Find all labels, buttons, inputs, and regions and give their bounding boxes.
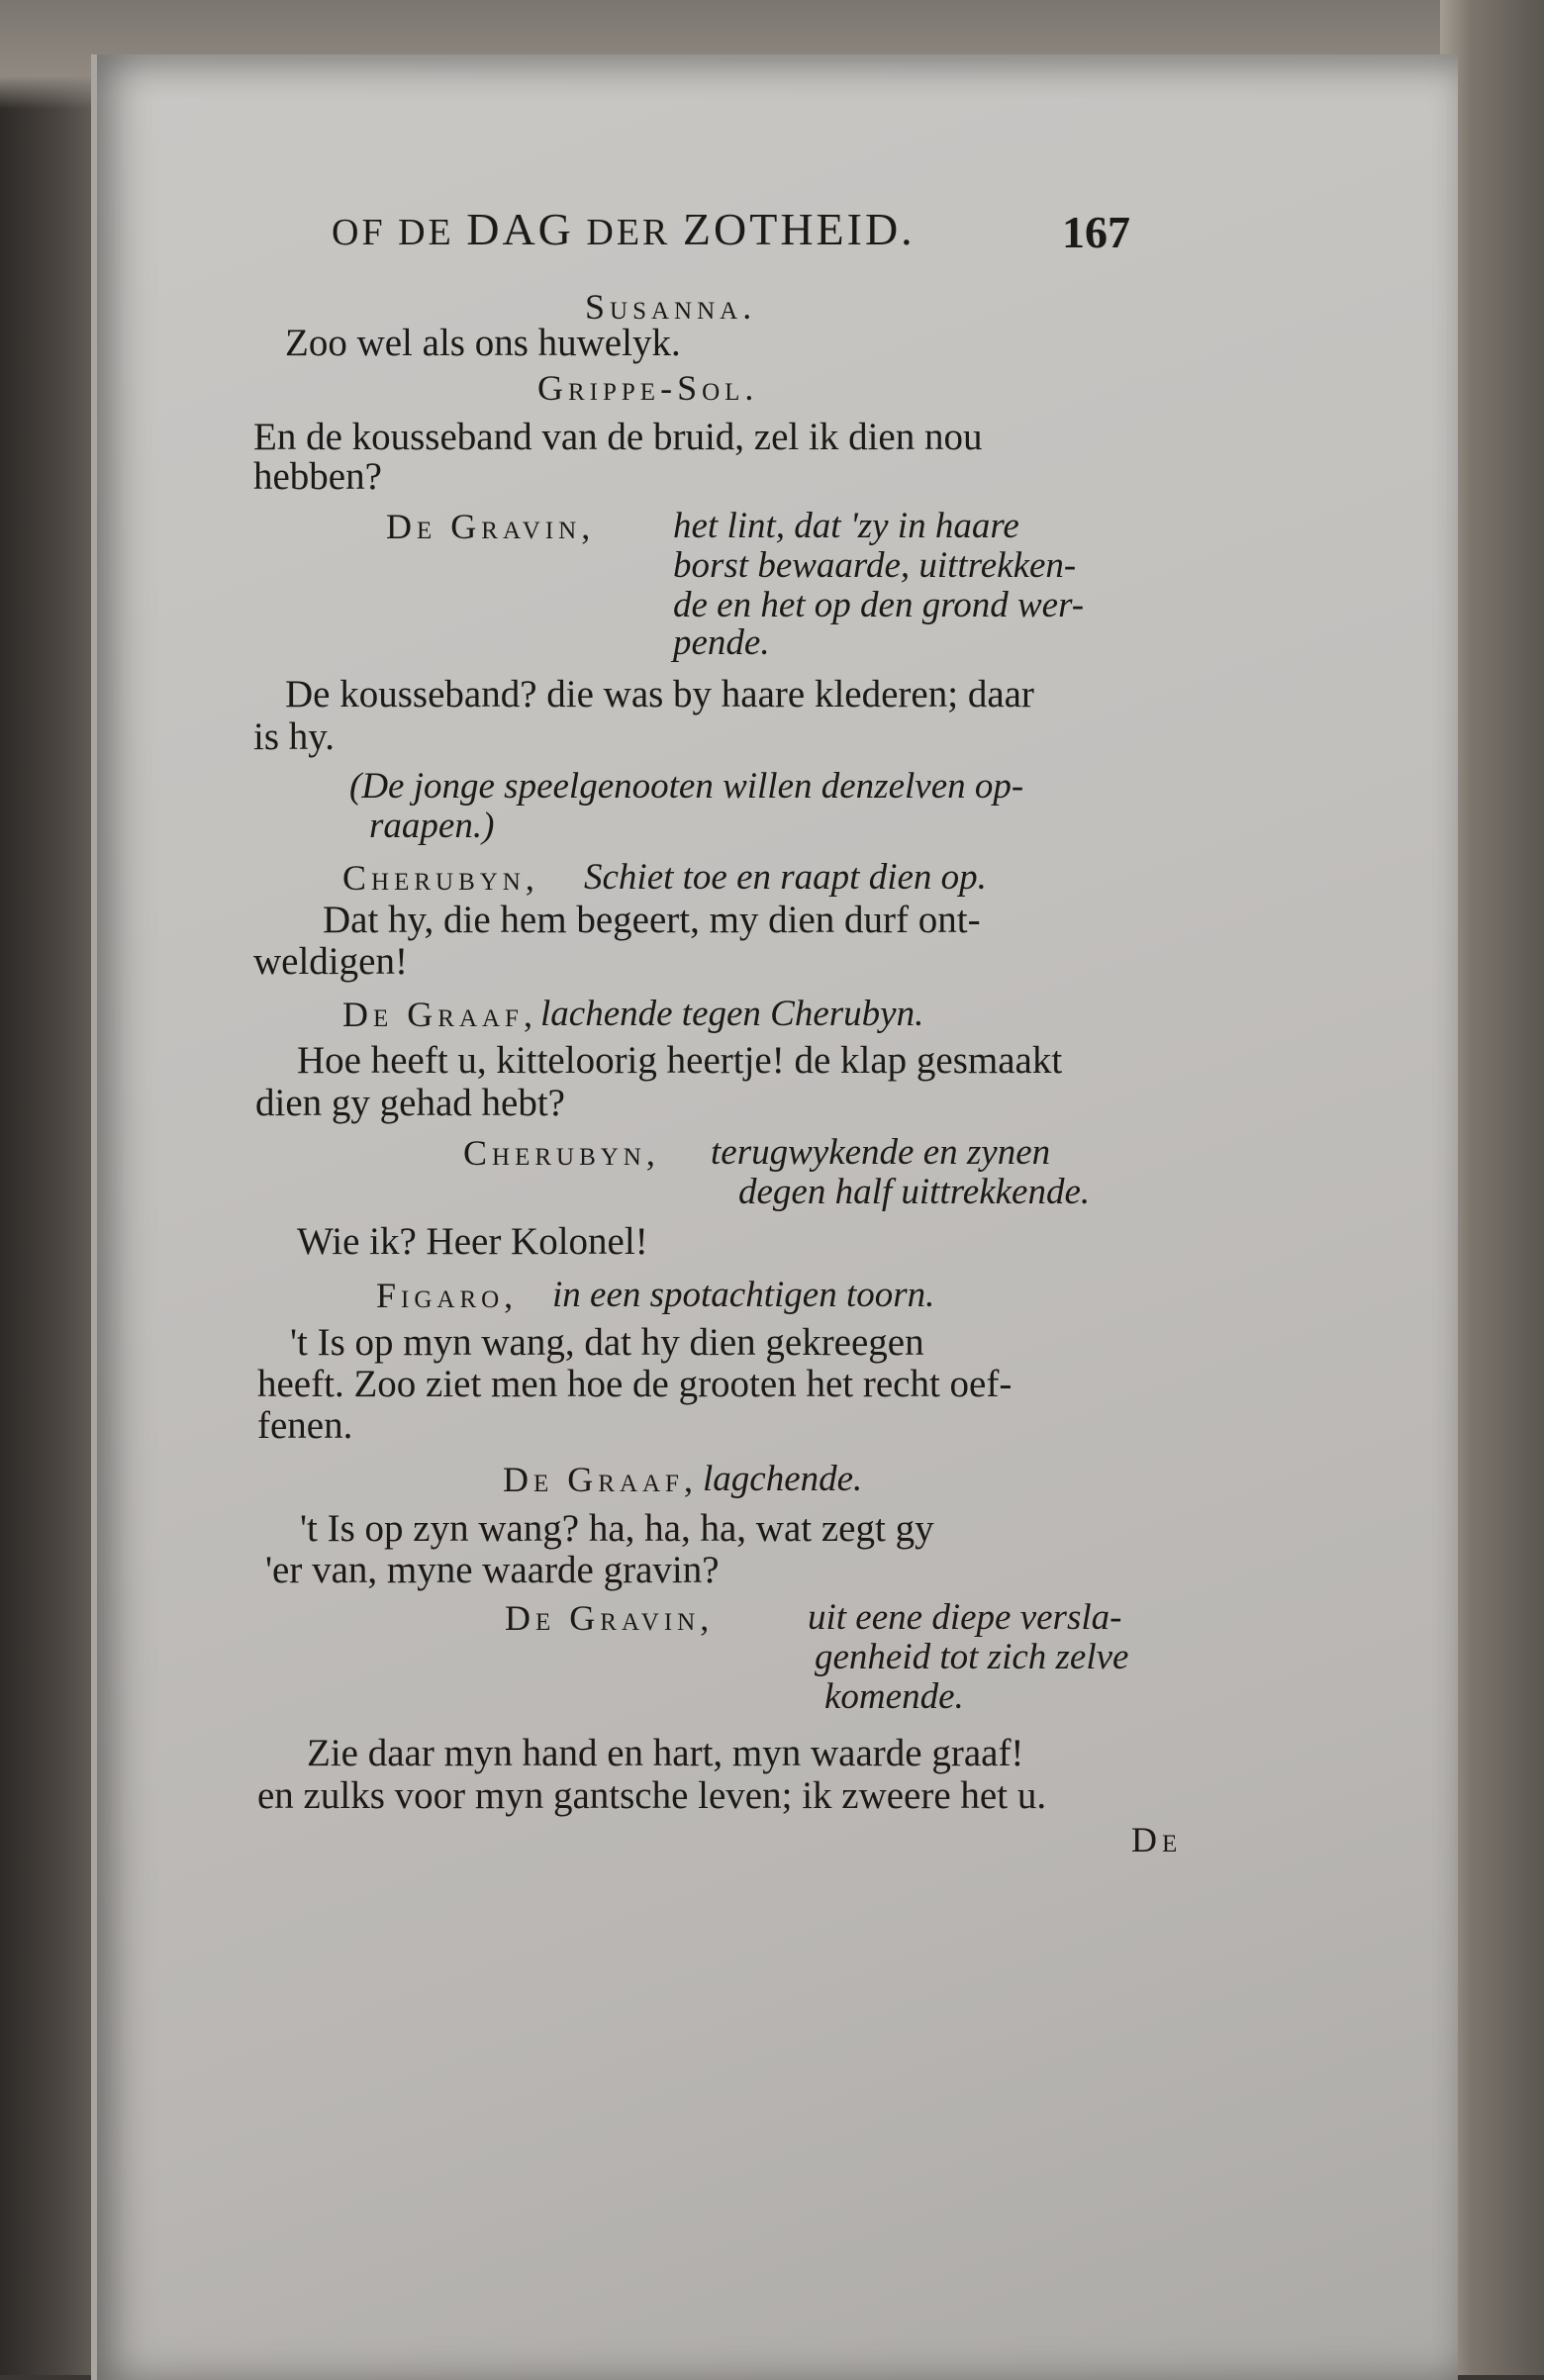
- header-zotheid: ZOTHEID.: [682, 204, 916, 254]
- stage-direction: uit eene diepe versla-: [808, 1597, 1122, 1638]
- speaker-label: De Graaf,: [503, 1460, 698, 1499]
- stage-direction: het lint, dat 'zy in haare: [673, 506, 1019, 546]
- header-dag: DAG: [466, 204, 574, 254]
- stage-direction: komende.: [824, 1676, 964, 1717]
- stage-direction: pende.: [673, 622, 770, 663]
- stage-direction: Schiet toe en raapt dien op.: [584, 857, 987, 898]
- stage-direction: in een spotachtigen toorn.: [552, 1275, 935, 1315]
- text-line: heeft. Zoo ziet men hoe de grooten het recht oef-: [257, 1363, 1013, 1405]
- stage-direction: de en het op den grond wer-: [673, 585, 1085, 625]
- speaker-label: Figaro,: [376, 1276, 519, 1315]
- stage-direction: lagchende.: [703, 1459, 863, 1499]
- text-line: weldigen!: [253, 940, 408, 983]
- stage-direction: borst bewaarde, uittrekken-: [673, 545, 1077, 586]
- stage-direction: (De jonge speelgenooten willen denzelven op-: [349, 766, 1024, 807]
- text-line: 't Is op myn wang, dat hy dien gekreegen: [290, 1321, 924, 1364]
- stage-direction: degen half uittrekkende.: [738, 1172, 1091, 1212]
- running-header: [332, 204, 916, 254]
- speaker-label: Cherubyn,: [342, 858, 539, 898]
- text-line: en zulks voor myn gantsche leven; ik zweere het u.: [257, 1774, 1047, 1817]
- text-line: De kousseband? die was by haare klederen; daar: [285, 673, 1034, 715]
- book-page: [91, 54, 1458, 2380]
- text-line: dien gy gehad hebt?: [255, 1082, 565, 1124]
- text-line: Zoo wel als ons huwelyk.: [285, 322, 681, 364]
- text-line: fenen.: [257, 1404, 353, 1447]
- speaker-label: De Gravin,: [386, 507, 596, 546]
- speaker-label: De Graaf,: [342, 995, 537, 1034]
- header-der: DER: [573, 212, 683, 253]
- speaker-label: De Gravin,: [505, 1598, 715, 1638]
- stage-direction: genheid tot zich zelve: [815, 1637, 1129, 1677]
- text-line: Zie daar myn hand en hart, myn waarde graaf!: [307, 1732, 1024, 1774]
- stage-direction: lachende tegen Cherubyn.: [540, 994, 924, 1034]
- text-line: 'er van, myne waarde gravin?: [265, 1549, 720, 1591]
- catchword: De: [1131, 1820, 1183, 1859]
- header-prefix: OF DE: [332, 212, 467, 253]
- text-line: Hoe heeft u, kitteloorig heertje! de klap gesmaakt: [297, 1039, 1063, 1082]
- text-line: 't Is op zyn wang? ha, ha, ha, wat zegt gy: [300, 1507, 934, 1550]
- text-line: En de kousseband van de bruid, zel ik dien nou: [253, 416, 983, 458]
- stage-direction: terugwykende en zynen: [711, 1132, 1051, 1173]
- text-line: hebben?: [253, 455, 382, 498]
- stage-direction: raapen.): [369, 806, 495, 846]
- speaker-label: Cherubyn,: [463, 1133, 660, 1173]
- speaker-label: Grippe-Sol.: [537, 368, 759, 408]
- text-line: Wie ik? Heer Kolonel!: [297, 1220, 648, 1263]
- page-number: 167: [1062, 207, 1130, 257]
- text-line: is hy.: [253, 715, 335, 758]
- speaker-label: Susanna.: [585, 287, 757, 327]
- text-line: Dat hy, die hem begeert, my dien durf ont-: [323, 899, 981, 941]
